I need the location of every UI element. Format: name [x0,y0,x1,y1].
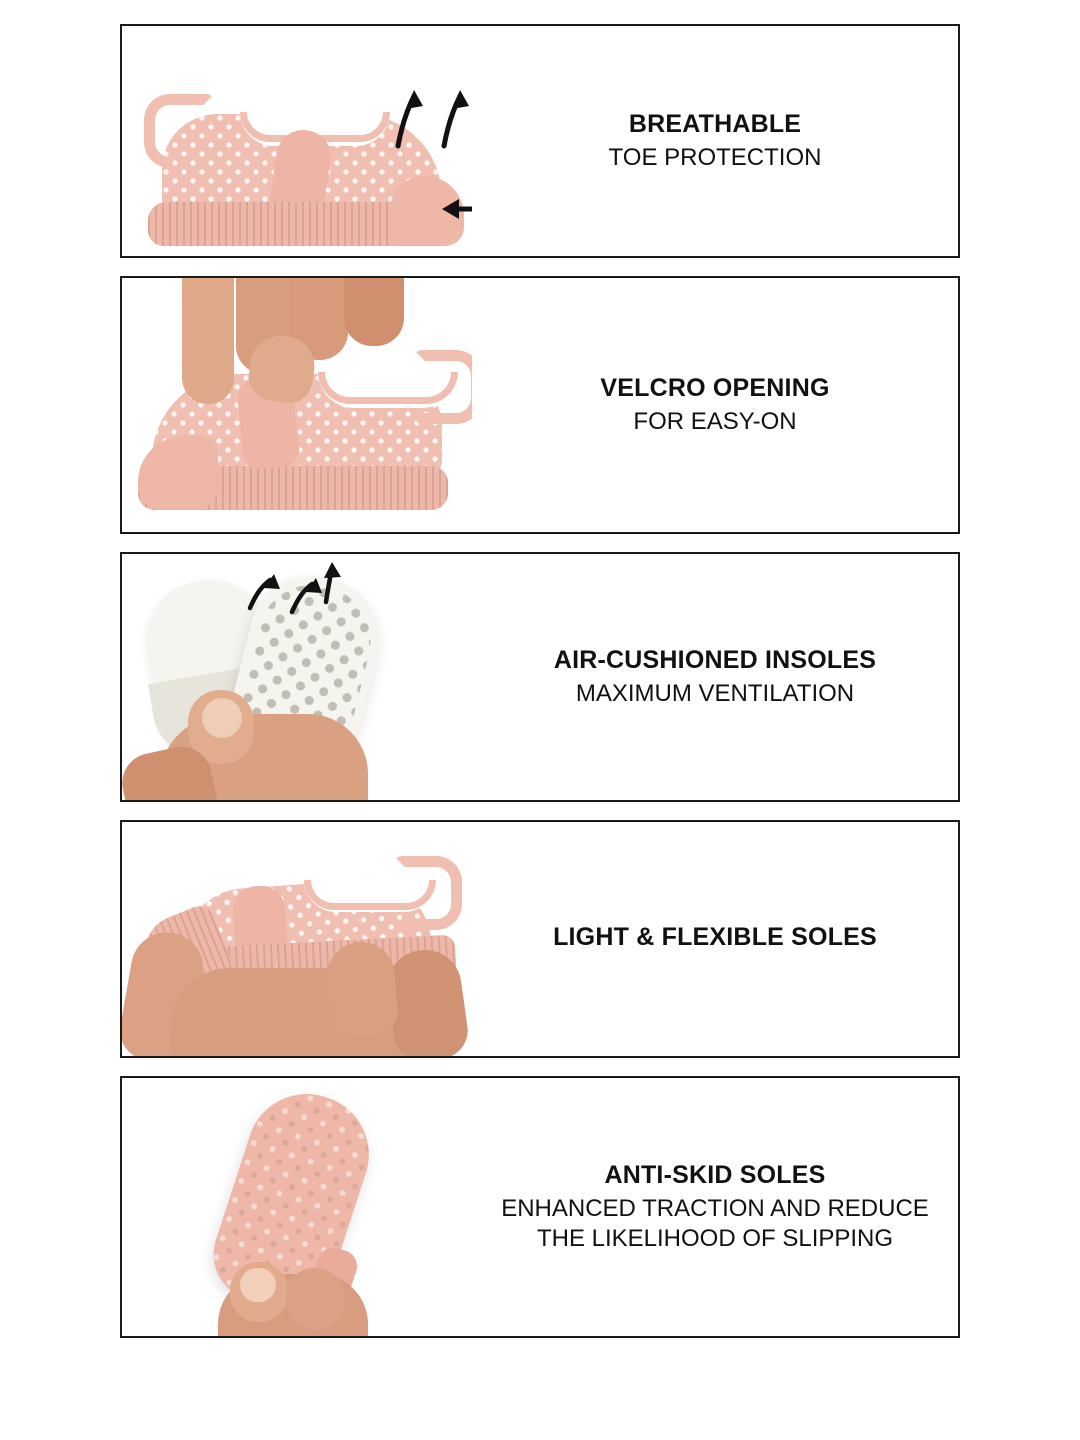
airflow-arrow-icon [230,560,390,620]
feature-subtitle: MAXIMUM VENTILATION [575,679,855,707]
feature-subtitle: FOR EASY-ON [633,407,797,435]
feature-image-breathable [122,26,472,256]
feature-image-insole [122,554,472,800]
airflow-arrow-icon [378,84,472,154]
feature-title: LIGHT & FLEXIBLE SOLES [553,923,877,952]
hand-icon [182,278,234,404]
fingernail-icon [240,1268,276,1302]
feature-title: VELCRO OPENING [600,374,830,403]
hand-icon [344,278,404,346]
feature-title: AIR-CUSHIONED INSOLES [553,646,877,675]
feature-row [120,24,960,258]
feature-title: BREATHABLE [628,110,802,139]
heel-loop [414,350,472,424]
feature-row [120,552,960,802]
feature-row [120,820,960,1058]
feature-row [120,1076,960,1338]
feature-image-velcro [122,278,472,532]
hand-icon [325,940,400,1041]
feature-caption [472,26,958,256]
toe-pointer-arrow-icon [438,192,472,226]
feature-caption [472,554,958,800]
feature-subtitle: TOE PROTECTION [608,143,822,171]
feature-caption [472,1078,958,1336]
feature-image-flexible [122,822,472,1056]
feature-title: ANTI-SKID SOLES [604,1161,826,1190]
fingernail-icon [202,698,242,738]
heel-loop [394,856,462,930]
feature-image-antiskid [122,1078,472,1336]
feature-subtitle: ENHANCED TRACTION AND REDUCE THE LIKELIHOOD OF SLIPPING [501,1194,929,1252]
feature-row [120,276,960,534]
feature-caption [472,278,958,532]
toe-bumper [138,436,218,510]
feature-caption [472,822,958,1056]
hand-icon [286,1268,344,1330]
